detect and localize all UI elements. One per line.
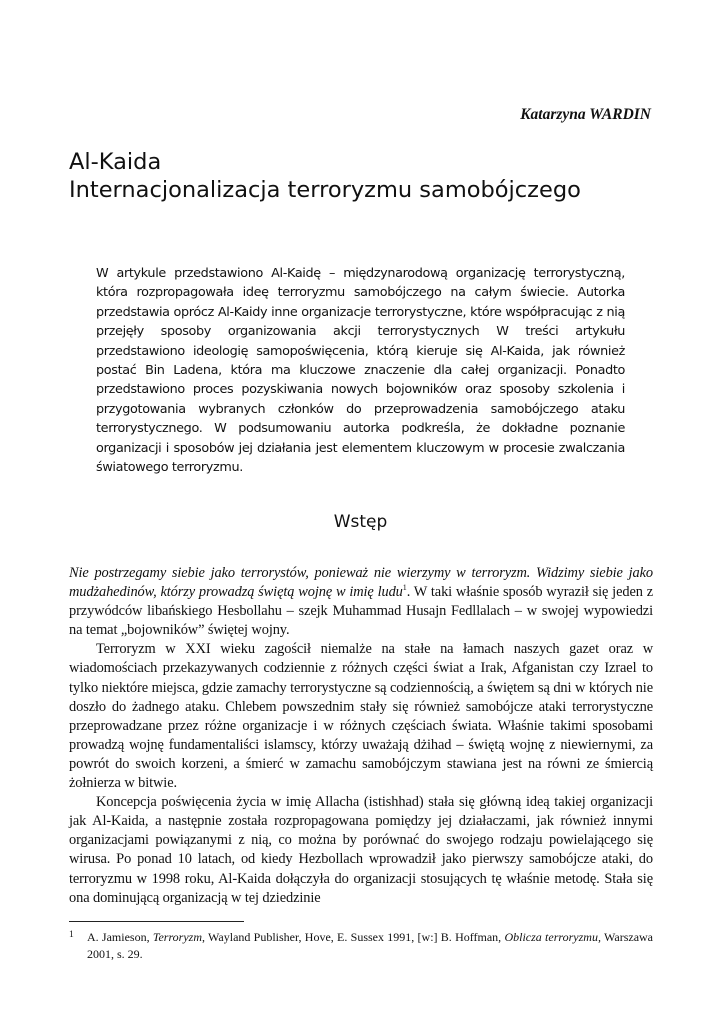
paragraph-1-rest: . W taki właśnie sposób wyraził się jeden z przywódców libańskiego Hesbollahu – szejk Muhammad Husajn Fedllalach – w swojej wypowiedzi na temat „bojowników” świętej wojny. xyxy=(69,584,653,639)
paragraph-1 xyxy=(69,564,653,640)
footnote xyxy=(69,929,653,963)
footnote-citation-author: A. Jamieson, xyxy=(87,930,153,944)
footnote-reference[interactable]: 1 xyxy=(402,583,407,593)
abstract: W artykule przedstawiono Al-Kaidę – międzynarodową organizację terrorystyczną, która rozpropagowała ideę terroryzmu samobójczego na całym świecie. Autorka przedstawia oprócz Al-Kaidy inne organizacje terrorystyczne, które współpracując z nią przejęły sposoby organizowania akcji terrorystycznych W treści artykułu przedstawiono ideologię samopoświęcenia, którą kieruje się Al-Kaida, jak również postać Bin Ladena, która ma kluczowe znaczenie dla całej organizacji. Ponadto przedstawiono proces pozyskiwania nowych bojowników oraz sposoby szkolenia i przygotowania wybranych członków do przeprowadzenia samobójczego ataku terrorystycznego. W podsumowaniu autorka podkreśla, że dokładne poznanie organizacji i sposobów jej działania jest elementem kluczowym w procesie zwalczania światowego terroryzmu. xyxy=(96,266,625,476)
footnote-citation-end: Warszawa 2001, s. 29. xyxy=(87,930,654,961)
paragraph-3: Koncepcja poświęcenia życia w imię Allacha (istishhad) stała się główną ideą takiej organizacji jak Al-Kaida, a następnie została rozpropagowana pomiędzy jej działaczami, jak również innymi organizacjami powiązanymi z nią, co można by porównać do swojego rodzaju powielającego się wirusa. Po ponad 10 latach, od kiedy Hezbollach wprowadził jako pierwszy samobójcze ataki, do terroryzmu w 1998 roku, Al-Kaida dołączyła do organizacji stosujących tę właśnie metodę. Stała się ona dominującą organizacją w tej dziedzinie xyxy=(69,794,653,906)
paragraph-2: Terroryzm w XXI wieku zagościł niemalże na stałe na łamach naszych gazet oraz w wiadomościach przekazywanych codziennie z różnych części świat a Irak, Afganistan czy Izrael to tylko niektóre miejsca, gdzie zamachy terrorystyczne są codziennością, a świętem są dni w których nie doszło do żadnego ataku. Chlebem powszednim stały się również samobójcze ataki terrorystyczne przeprowadzane przez różne organizacje i w różnych częściach świata. Właśnie takimi sposobami prowadzą wojnę fundamentaliści islamscy, którzy uważają dżihad – świętą wojnę z niewiernymi, za powrót do swoich korzeni, a śmierć w zamachu samobójczym stawiana jest na równi ze śmiercią żołnierza w bitwie. xyxy=(69,641,653,792)
footnote-citation-middle: , Wayland Publisher, Hove, E. Sussex 1991, [w:] B. Hoffman, xyxy=(202,930,505,944)
opening-quote: Nie postrzegamy siebie jako terrorystów, ponieważ nie wierzymy w terroryzm. Widzimy siebie jako mudżahedinów, którzy prowadzą świętą wojnę w imię ludu xyxy=(69,565,653,601)
title-line-2: Internacjonalizacja terroryzmu samobójczego xyxy=(69,177,581,203)
footnote-text xyxy=(87,929,653,963)
footnote-divider xyxy=(69,921,244,922)
article-title xyxy=(69,148,669,204)
title-line-1: Al-Kaida xyxy=(69,149,162,175)
footnote-title-1: Terroryzm xyxy=(152,930,202,944)
body-text xyxy=(69,564,653,908)
footnote-title-2: Oblicza terroryzmu, xyxy=(504,930,601,944)
author-name: Katarzyna WARDIN xyxy=(520,106,651,123)
section-heading: Wstęp xyxy=(333,512,388,532)
footnote-number: 1 xyxy=(69,930,74,940)
